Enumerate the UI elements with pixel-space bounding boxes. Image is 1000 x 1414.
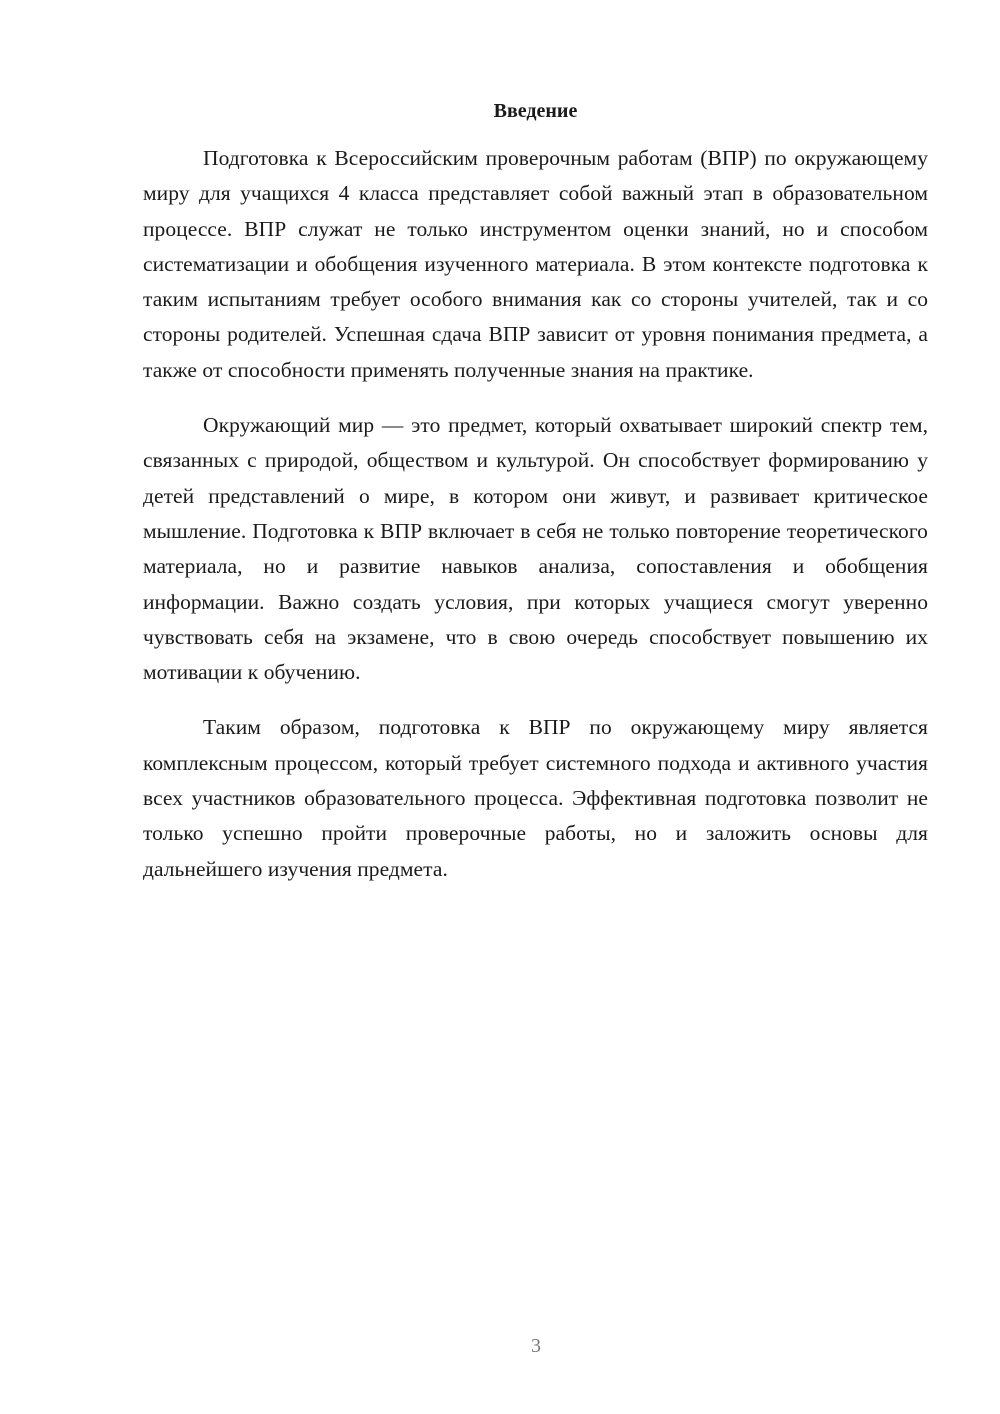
body-text [143,141,928,907]
paragraph-2: Окружающий мир — это предмет, который охватывает широкий спектр тем, связанных с природой, обществом и культурой. Он способствует формированию у детей представлений о мире, в котором они живут, и развивает критическое мышление. Подготовка к ВПР включает в себя не только повторение теоретического материала, но и развитие навыков анализа, сопоставления и обобщения информации. Важно создать условия, при которых учащиеся смогут уверенно чувствовать себя на экзамене, что в свою очередь способствует повышению их мотивации к обучению. [143,413,928,685]
page-number: 3 [531,1335,541,1357]
section-heading: Введение [493,100,578,122]
paragraph-1: Подготовка к Всероссийским проверочным работам (ВПР) по окружающему миру для учащихся 4 класса представляет собой важный этап в образовательном процессе. ВПР служат не только инструментом оценки знаний, но и способом систематизации и обобщения изученного материала. В этом контексте подготовка к таким испытаниям требует особого внимания как со стороны учителей, так и со стороны родителей. Успешная сдача ВПР зависит от уровня понимания предмета, а также от способности применять полученные знания на практике. [143,146,928,382]
paragraph-3: Таким образом, подготовка к ВПР по окружающему миру является комплексным процессом, который требует системного подхода и активного участия всех участников образовательного процесса. Эффективная подготовка позволит не только успешно пройти проверочные работы, но и заложить основы для дальнейшего изучения предмета. [143,715,928,881]
